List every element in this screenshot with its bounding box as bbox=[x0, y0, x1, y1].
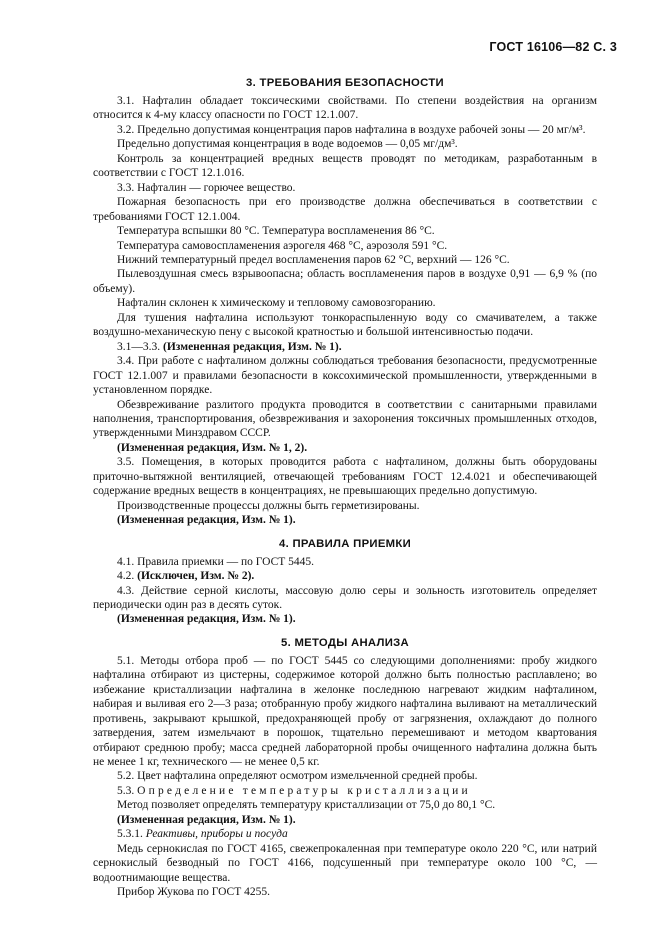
excluded-note: (Исключен, Изм. № 2). bbox=[137, 570, 255, 583]
paragraph-3-4: 3.4. При работе с нафталином должны соблюдаться требования безопасности, предусмотренные ГОСТ 12.1.007 и правилами безопасности в коксохимической промышленности, утвержденными в установленном порядке. bbox=[93, 355, 597, 397]
paragraph-3-3-fire: Пожарная безопасность при его производстве должна обеспечиваться в соответствии с требованиями ГОСТ 12.1.004. bbox=[93, 196, 597, 223]
paragraph-5-3-1-prefix: 5.3.1. bbox=[117, 828, 143, 841]
amendment-note: (Измененная редакция, Изм. № 1). bbox=[117, 813, 296, 826]
paragraph-3-2-water: Предельно допустимая концентрация в воде водоемов — 0,05 мг/дм³. bbox=[117, 138, 458, 151]
paragraph-3-5: 3.5. Помещения, в которых проводится работа с нафталином, должны быть оборудованы приточно-вытяжной вентиляцией, отвечающей требованиям ГОСТ 12.4.021 и обеспечивающей содержание вредных веществ в концентрациях, не превышающих предельно допустимую. bbox=[93, 456, 597, 498]
document-body bbox=[93, 76, 597, 900]
paragraph-3-3-selfheat: Нафталин склонен к химическому и тепловому самовозгоранию. bbox=[117, 297, 436, 310]
paragraph-3-4-disposal: Обезвреживание разлитого продукта проводится в соответствии с санитарными правилами наполнения, транспортирования, обезвреживания и захоронения токсичных промышленных отходов, утвержденными Минздравом СССР. bbox=[93, 398, 597, 440]
paragraph-5-3-1-heading: Реактивы, приборы и посуда bbox=[145, 828, 288, 841]
paragraph-4-1: 4.1. Правила приемки — по ГОСТ 5445. bbox=[117, 555, 315, 568]
amendment-note: (Измененная редакция, Изм. № 1, 2). bbox=[117, 441, 308, 454]
paragraph-5-3 bbox=[93, 784, 597, 798]
paragraph-3-3-limit: Нижний температурный предел воспламенения паров 62 °С, верхний — 126 °С. bbox=[117, 253, 510, 266]
paragraph-3-3-autoignition: Температура самовоспламенения аэрогеля 468 °С, аэрозоля 591 °С. bbox=[117, 239, 448, 252]
amendment-note: (Измененная редакция, Изм. № 1). bbox=[117, 613, 296, 626]
section-3-title: 3. ТРЕБОВАНИЯ БЕЗОПАСНОСТИ bbox=[246, 77, 444, 89]
paragraph-5-2: 5.2. Цвет нафталина определяют осмотром измельченной средней пробы. bbox=[117, 770, 478, 783]
paragraph-4-3: 4.3. Действие серной кислоты, массовую долю серы и зольность изготовитель определяет периодически один раз в десять суток. bbox=[93, 584, 597, 611]
amendment-note: (Измененная редакция, Изм. № 1). bbox=[163, 340, 342, 353]
paragraph-5-3-method: Метод позволяет определять температуру кристаллизации от 75,0 до 80,1 °С. bbox=[117, 799, 496, 812]
paragraph-3-1-3-3-note bbox=[93, 340, 597, 354]
paragraph-5-3-1-device: Прибор Жукова по ГОСТ 4255. bbox=[117, 886, 270, 899]
amendment-note: (Измененная редакция, Изм. № 1). bbox=[117, 514, 296, 527]
paragraph-3-3-flash: Температура вспышки 80 °С. Температура воспламенения 86 °С. bbox=[117, 225, 435, 238]
note-prefix: 3.1—3.3. bbox=[117, 340, 161, 353]
paragraph-3-5-sealed: Производственные процессы должны быть герметизированы. bbox=[117, 499, 420, 512]
paragraph-3-3-dust: Пылевоздушная смесь взрывоопасна; область воспламенения паров в воздухе 0,91 — 6,9 % (по объему). bbox=[93, 268, 597, 295]
paragraph-4-2-prefix: 4.2. bbox=[117, 570, 135, 583]
section-4-title: 4. ПРАВИЛА ПРИЕМКИ bbox=[278, 537, 411, 550]
page-header: ГОСТ 16106—82 С. 3 bbox=[489, 40, 617, 54]
section-5-title: 5. МЕТОДЫ АНАЛИЗА bbox=[280, 636, 409, 649]
paragraph-3-2: 3.2. Предельно допустимая концентрация паров нафталина в воздухе рабочей зоны — 20 мг/м³. bbox=[117, 123, 586, 136]
paragraph-4-2 bbox=[93, 569, 597, 583]
paragraph-3-2-control: Контроль за концентрацией вредных веществ проводят по методикам, разработанным в соответствии с ГОСТ 12.1.016. bbox=[93, 152, 597, 180]
paragraph-5-3-1 bbox=[93, 827, 597, 841]
paragraph-5-1: 5.1. Методы отбора проб — по ГОСТ 5445 со следующими дополнениями: пробу жидкого нафталина отбирают из цистерны, содержимое которой должно быть полностью расплавлено; во избежание кристаллизации нафталина в желонке последнюю нагревают жидким нафталином, набирая и выливая его 2—3 раза; отобранную пробу жидкого нафталина выливают на металлический противень, закрывают крышкой, предохраняющей пробу от загрязнения, охлаждают до полного затвердения, затем измельчают в порошок, тщательно перемешивают и методом квартования отбирают среднюю пробу; масса средней лабораторной пробы очищенного нафталина должна быть не менее 1 кг, технического — не менее 0,5 кг. bbox=[93, 654, 597, 769]
paragraph-3-1: 3.1. Нафталин обладает токсическими свойствами. По степени воздействия на организм относится к 4-му классу опасности по ГОСТ 12.1.007. bbox=[93, 95, 597, 122]
paragraph-3-3: 3.3. Нафталин — горючее вещество. bbox=[117, 181, 296, 194]
paragraph-3-3-extinguish: Для тушения нафталина используют тонкораспыленную воду со смачивателем, а также воздушно-механическую пену с высокой кратностью и большой интенсивностью подачи. bbox=[93, 311, 597, 339]
paragraph-5-3-heading: Определение температуры кристаллизации bbox=[137, 784, 471, 797]
paragraph-5-3-prefix: 5.3. bbox=[117, 784, 135, 797]
paragraph-5-3-1-reagents: Медь сернокислая по ГОСТ 4165, свежепрокаленная при температуре около 220 °С, или натрий сернокислый безводный по ГОСТ 4166, подсушенный при температуре около 100 °С, — водоотнимающие вещества. bbox=[93, 842, 597, 884]
